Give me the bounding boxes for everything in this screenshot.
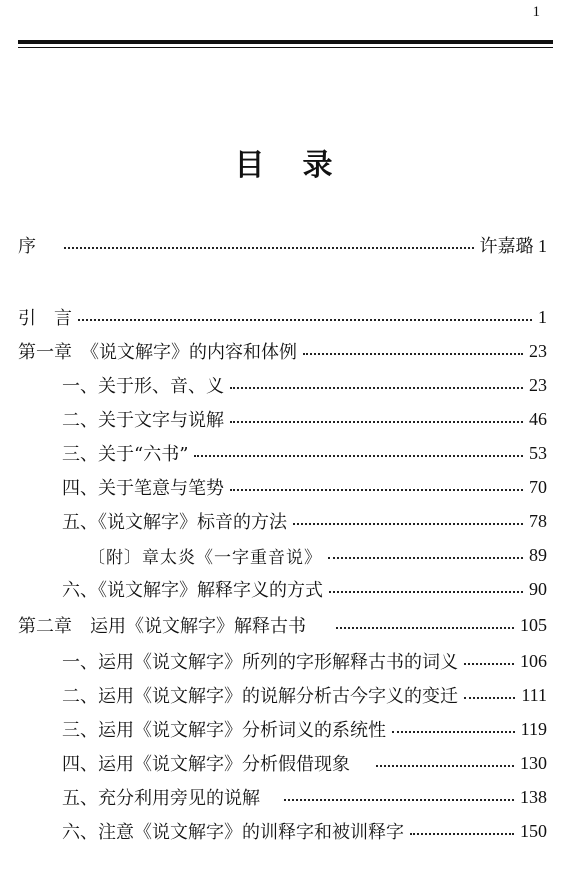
leader-dots <box>464 697 515 699</box>
toc-entry-1-4[interactable] <box>0 472 567 502</box>
toc-label: 五、充分利用旁见的说解 <box>62 788 260 809</box>
toc-page: 150 <box>520 820 547 841</box>
toc-label: 序 <box>18 236 36 257</box>
toc-page: 106 <box>520 650 547 671</box>
toc-entry-chapter-1[interactable] <box>0 336 567 366</box>
toc-entry-1-6[interactable] <box>0 574 567 604</box>
toc-entry-2-5[interactable] <box>0 782 567 812</box>
leader-dots <box>410 833 514 835</box>
leader-dots <box>329 591 523 593</box>
toc-entry-1-5[interactable] <box>0 506 567 536</box>
toc-entry-introduction[interactable] <box>0 302 567 332</box>
toc-label: 一、关于形、音、义 <box>62 376 224 397</box>
toc-label: 第一章 《说文解字》的内容和体例 <box>18 342 297 363</box>
toc-label: 三、运用《说文解字》分析词义的系统性 <box>62 720 386 741</box>
toc-label: 〔附〕章太炎《一字重音说》 <box>88 547 322 568</box>
toc-label: 一、运用《说文解字》所列的字形解释古书的词义 <box>62 652 458 673</box>
toc-entry-2-2[interactable] <box>0 680 567 710</box>
toc-page: 70 <box>529 476 547 497</box>
toc-label: 二、运用《说文解字》的说解分析古今字义的变迁 <box>62 686 458 707</box>
leader-dots <box>464 663 514 665</box>
leader-dots <box>336 627 514 629</box>
leader-dots <box>64 247 474 249</box>
toc-label: 六、《说文解字》解释字义的方式 <box>62 580 323 601</box>
toc-entry-1-2[interactable] <box>0 404 567 434</box>
toc-entry-2-6[interactable] <box>0 816 567 846</box>
page-number: 1 <box>532 4 540 20</box>
toc-page: 1 <box>538 306 547 327</box>
header-rule-thin <box>18 47 553 48</box>
toc-label: 六、注意《说文解字》的训释字和被训释字 <box>62 822 404 843</box>
toc-label: 引 言 <box>18 308 72 329</box>
toc-page: 23 <box>529 374 547 395</box>
leader-dots <box>303 353 523 355</box>
leader-dots <box>194 455 523 457</box>
toc-page: 90 <box>529 578 547 599</box>
toc-page: 53 <box>529 442 547 463</box>
toc-entry-1-3[interactable] <box>0 438 567 468</box>
toc-entry-2-1[interactable] <box>0 646 567 676</box>
toc-page: 78 <box>529 510 547 531</box>
toc-entry-1-5-appendix[interactable] <box>0 540 567 570</box>
leader-dots <box>230 489 523 491</box>
toc-entry-preface[interactable] <box>0 230 567 260</box>
leader-dots <box>284 799 514 801</box>
leader-dots <box>230 421 523 423</box>
toc-page: 119 <box>520 718 547 739</box>
toc-entry-chapter-2[interactable] <box>0 610 567 640</box>
leader-dots <box>392 731 515 733</box>
toc-label: 第二章 运用《说文解字》解释古书 <box>18 616 306 637</box>
toc-page: 130 <box>520 752 547 773</box>
toc-page: 111 <box>521 684 547 705</box>
toc-page: 许嘉璐 1 <box>479 236 547 256</box>
toc-page: 46 <box>529 408 547 429</box>
toc-page: 23 <box>529 340 547 361</box>
toc-label: 四、关于笔意与笔势 <box>62 478 224 499</box>
leader-dots <box>230 387 523 389</box>
page-title: 目录 <box>234 148 371 183</box>
toc-entry-2-4[interactable] <box>0 748 567 778</box>
leader-dots <box>293 523 523 525</box>
toc-page: 105 <box>520 614 547 635</box>
toc-label: 三、关于“六书” <box>62 444 189 465</box>
leader-dots <box>328 557 523 559</box>
toc-page: 89 <box>529 544 547 565</box>
toc-entry-1-1[interactable] <box>0 370 567 400</box>
toc-label: 二、关于文字与说解 <box>62 410 224 431</box>
header-rule-thick <box>18 40 553 44</box>
leader-dots <box>376 765 514 767</box>
toc-entry-2-3[interactable] <box>0 714 567 744</box>
toc-page: 138 <box>520 786 547 807</box>
toc-label: 五、《说文解字》标音的方法 <box>62 512 287 533</box>
leader-dots <box>78 319 532 321</box>
toc-label: 四、运用《说文解字》分析假借现象 <box>62 754 350 775</box>
